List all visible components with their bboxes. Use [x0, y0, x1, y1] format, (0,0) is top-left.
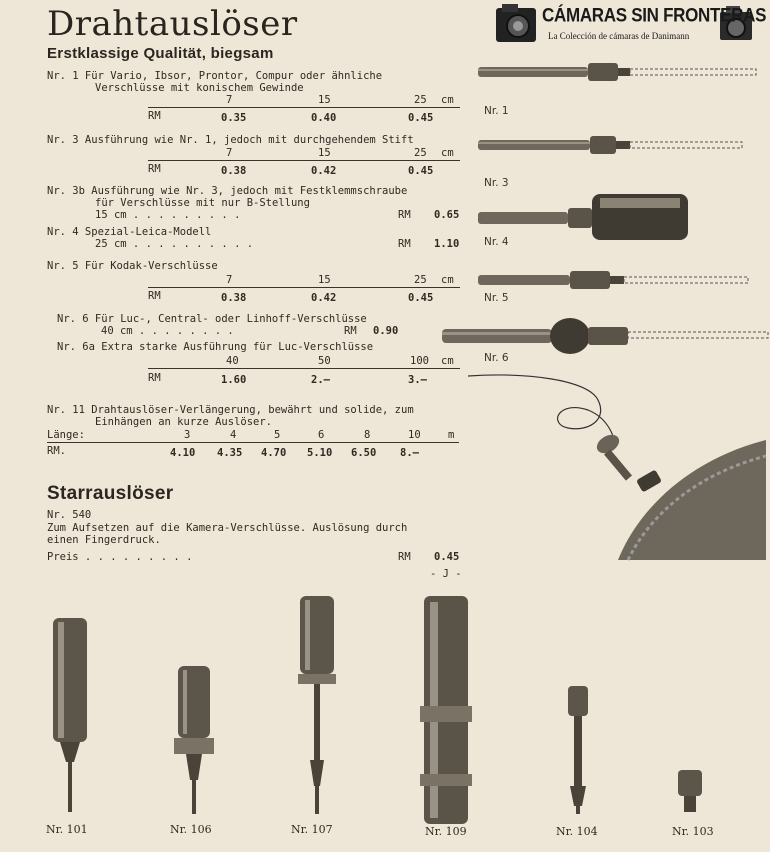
price-cell: 8.— — [400, 447, 419, 459]
item-nr11-desc2: Einhängen an kurze Auslöser. — [95, 416, 273, 428]
caption-nr103: Nr. 103 — [672, 825, 714, 838]
table-rule — [148, 107, 460, 108]
table-rule — [148, 368, 460, 369]
price-cell: 0.90 — [373, 325, 399, 337]
unit-cell: cm — [441, 94, 454, 106]
currency-cell: RM — [148, 372, 161, 384]
cable-nr3-illustration — [478, 136, 742, 154]
item-nr3b-size: 15 cm . . . . . . . . . — [95, 209, 241, 221]
price-cell: 4.10 — [170, 447, 196, 459]
item-nr3-desc1: Nr. 3 Ausführung wie Nr. 1, jedoch mit durchgehendem Stift — [47, 134, 414, 146]
release-nr101-illustration — [53, 618, 87, 812]
price-cell: 6.50 — [351, 447, 377, 459]
price-cell: 2.— — [311, 374, 330, 386]
unit-cell: cm — [441, 355, 454, 367]
caption-nr107: Nr. 107 — [291, 823, 333, 836]
caption-nr6: Nr. 6 — [484, 352, 509, 364]
caption-nr109: Nr. 109 — [425, 825, 467, 838]
price-cell: 0.42 — [311, 292, 337, 304]
page-subtitle: Erstklassige Qualität, biegsam — [47, 45, 274, 62]
currency-cell: RM — [148, 110, 161, 122]
release-nr107-illustration — [298, 596, 336, 814]
length-cell: 4 — [230, 429, 237, 441]
item-nr1-desc2: Verschlüsse mit konischem Gewinde — [95, 82, 304, 94]
release-nr106-illustration — [174, 666, 214, 814]
caption-nr1: Nr. 1 — [484, 105, 509, 117]
item-nr5-desc1: Nr. 5 Für Kodak-Verschlüsse — [47, 260, 218, 272]
price-cell: 0.42 — [311, 165, 337, 177]
size-cell: 40 — [226, 355, 239, 367]
price-cell: 1.60 — [221, 374, 247, 386]
unit-cell: m — [448, 429, 455, 441]
unit-cell: cm — [441, 147, 454, 159]
item-nr11-desc1: Nr. 11 Drahtauslöser-Verlängerung, bewährt und solide, zum — [47, 404, 414, 416]
caption-nr4: Nr. 4 — [484, 236, 509, 248]
page-title: Drahtauslöser — [47, 4, 298, 44]
unit-cell: cm — [441, 274, 454, 286]
size-cell: 25 — [414, 274, 427, 286]
price-cell: 0.38 — [221, 165, 247, 177]
release-nr109-illustration — [420, 596, 472, 824]
caption-nr104: Nr. 104 — [556, 825, 598, 838]
size-cell: 7 — [226, 147, 233, 159]
price-cell: 3.— — [408, 374, 427, 386]
item-nr6-desc1: Nr. 6 Für Luc-, Central- oder Linhoff-Verschlüsse — [57, 313, 367, 325]
caption-nr3: Nr. 3 — [484, 177, 509, 189]
currency-cell: RM — [398, 209, 411, 221]
price-cell: 0.45 — [434, 551, 460, 563]
section-heading-starrausloeser: Starrauslöser — [47, 483, 174, 504]
currency-cell: RM. — [47, 445, 66, 457]
size-cell: 15 — [318, 147, 331, 159]
table-rule — [148, 287, 460, 288]
length-cell: 10 — [408, 429, 421, 441]
caption-nr5: Nr. 5 — [484, 292, 509, 304]
currency-cell: RM — [148, 290, 161, 302]
starr-desc2: einen Fingerdruck. — [47, 534, 161, 546]
release-nr103-illustration — [678, 770, 702, 812]
page-mark: - J - — [430, 568, 462, 580]
item-nr4-desc1: Nr. 4 Spezial-Leica-Modell — [47, 226, 212, 238]
item-nr6a-desc1: Nr. 6a Extra starke Ausführung für Luc-Verschlüsse — [57, 341, 374, 353]
price-cell: 0.45 — [408, 292, 434, 304]
size-cell: 25 — [414, 147, 427, 159]
size-cell: 15 — [318, 274, 331, 286]
extension-shutter-illustration — [468, 370, 768, 570]
price-cell: 0.45 — [408, 112, 434, 124]
size-cell: 100 — [410, 355, 429, 367]
size-cell: 15 — [318, 94, 331, 106]
item-nr3b-desc2: für Verschlüsse mit nur B-Stellung — [95, 197, 310, 209]
price-cell: 0.40 — [311, 112, 337, 124]
price-cell: 4.35 — [217, 447, 243, 459]
price-cell: 5.10 — [307, 447, 333, 459]
rigid-release-illustrations — [0, 590, 770, 830]
item-nr1-desc1: Nr. 1 Für Vario, Ibsor, Prontor, Compur oder ähnliche — [47, 70, 383, 82]
currency-cell: RM — [398, 238, 411, 250]
caption-nr101: Nr. 101 — [46, 823, 88, 836]
starr-price-label: Preis . . . . . . . . . — [47, 551, 193, 563]
price-cell: 0.38 — [221, 292, 247, 304]
length-cell: 5 — [274, 429, 281, 441]
logo-tagline: La Colección de cámaras de Danimann — [548, 31, 690, 41]
cable-release-illustrations — [470, 55, 770, 355]
size-cell: 7 — [226, 94, 233, 106]
starr-nr: Nr. 540 — [47, 509, 92, 521]
price-cell: 0.65 — [434, 209, 460, 221]
size-cell: 7 — [226, 274, 233, 286]
price-cell: 0.35 — [221, 112, 247, 124]
release-nr104-illustration — [568, 686, 588, 814]
item-nr4-size: 25 cm . . . . . . . . . . — [95, 238, 254, 250]
size-cell: 25 — [414, 94, 427, 106]
currency-cell: RM — [398, 551, 411, 563]
cable-nr1-illustration — [478, 63, 756, 81]
table-rule — [148, 160, 460, 161]
length-cell: 6 — [318, 429, 325, 441]
length-label: Länge: — [47, 429, 85, 441]
cable-nr4-illustration — [478, 194, 688, 240]
table-rule — [47, 442, 459, 443]
caption-nr106: Nr. 106 — [170, 823, 212, 836]
item-nr6-size: 40 cm . . . . . . . . — [101, 325, 234, 337]
price-cell: 1.10 — [434, 238, 460, 250]
size-cell: 50 — [318, 355, 331, 367]
price-cell: 0.45 — [408, 165, 434, 177]
logo-title: CÁMARAS SIN FRONTERAS — [542, 4, 767, 26]
cable-nr5-illustration — [478, 271, 748, 289]
currency-cell: RM — [148, 163, 161, 175]
price-cell: 4.70 — [261, 447, 287, 459]
length-cell: 3 — [184, 429, 191, 441]
item-nr3b-desc1: Nr. 3b Ausführung wie Nr. 3, jedoch mit Festklemmschraube — [47, 185, 408, 197]
currency-cell: RM — [344, 325, 357, 337]
length-cell: 8 — [364, 429, 371, 441]
starr-desc1: Zum Aufsetzen auf die Kamera-Verschlüsse. Auslösung durch — [47, 522, 408, 534]
